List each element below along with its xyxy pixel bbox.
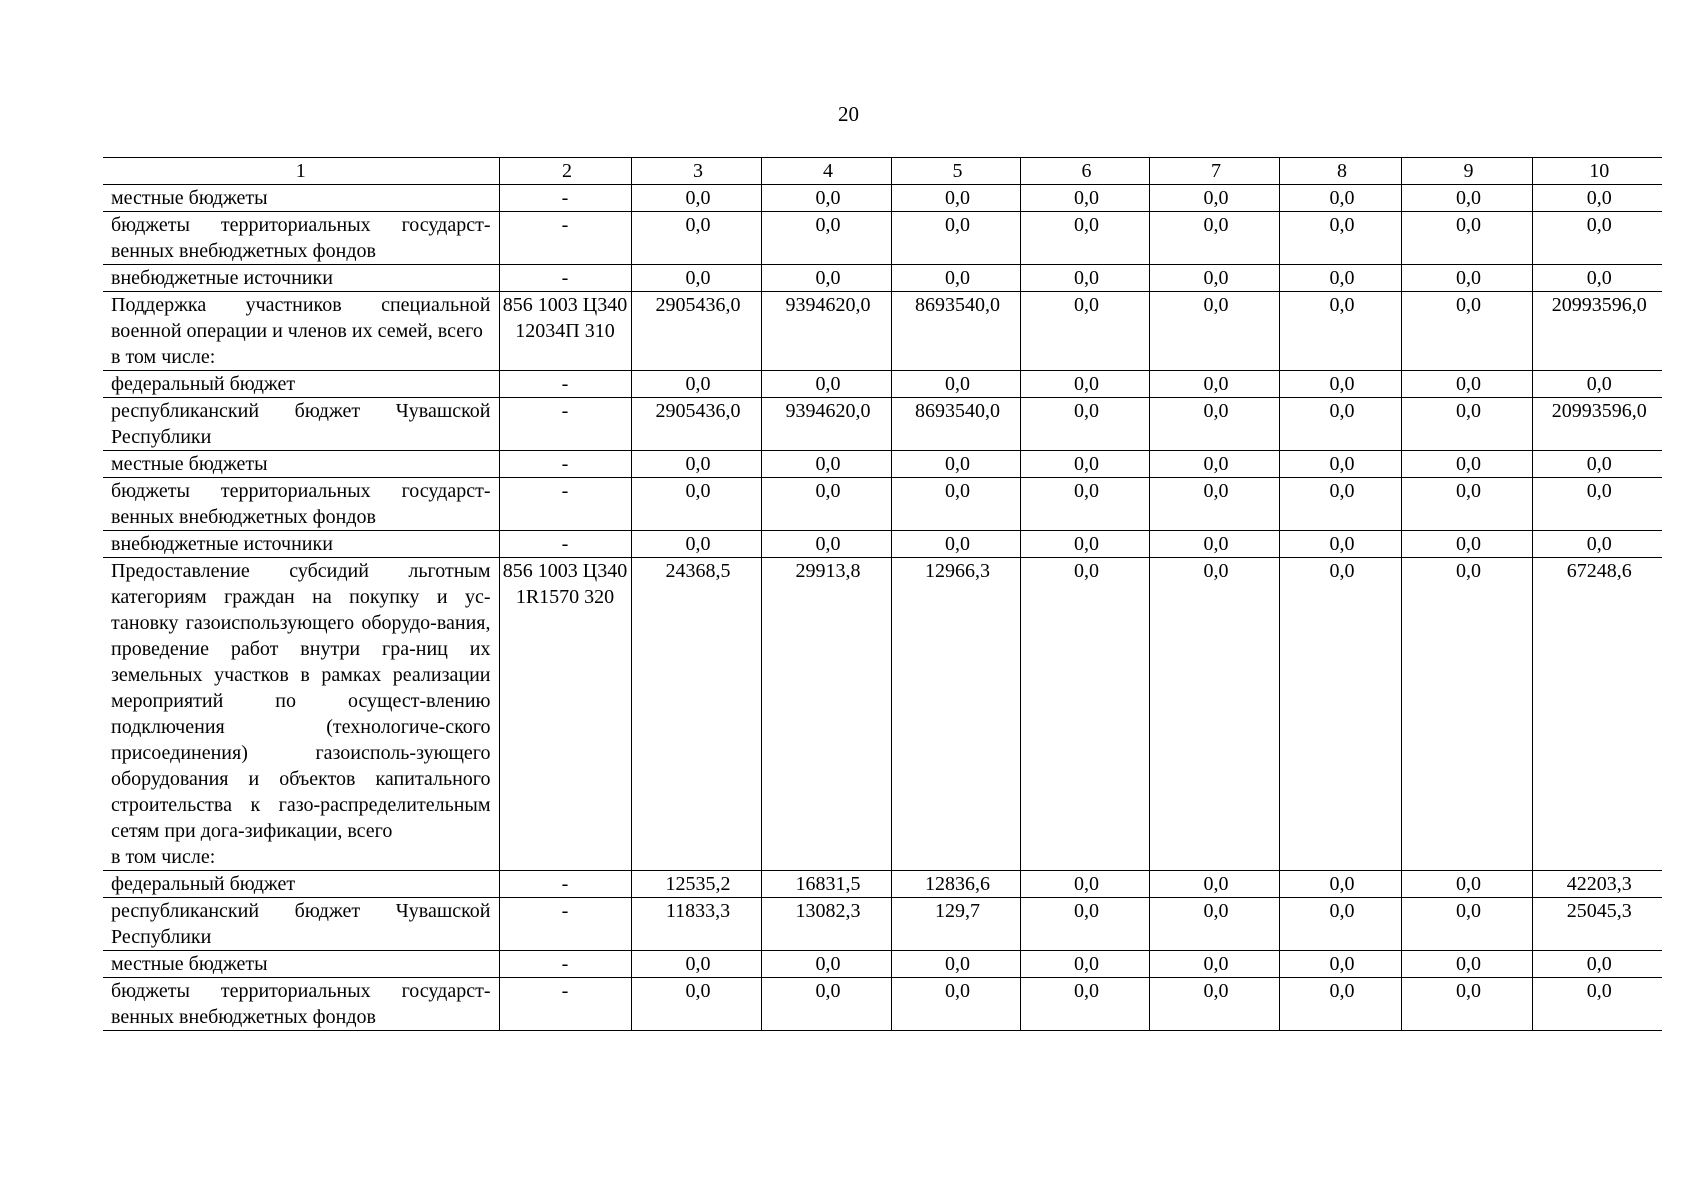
value-cell: 0,0 [761,951,891,978]
row-name-cell: бюджеты территориальных государст-венных внебюджетных фондов [103,978,499,1031]
value-cell: 12836,6 [891,871,1020,898]
table-row [103,292,1662,371]
value-cell: 0,0 [1279,951,1401,978]
table-row [103,531,1662,558]
value-cell: 0,0 [1279,265,1401,292]
value-cell: 0,0 [1149,951,1279,978]
value-cell: 0,0 [1149,558,1279,871]
value-cell: 2905436,0 [631,398,761,451]
value-cell: 0,0 [891,185,1020,212]
budget-table [103,157,1662,1031]
value-cell: 16831,5 [761,871,891,898]
value-cell: 0,0 [1279,185,1401,212]
value-cell: 9394620,0 [761,292,891,371]
table-row [103,371,1662,398]
value-cell: 0,0 [1532,212,1662,265]
value-cell: 29913,8 [761,558,891,871]
value-cell: 67248,6 [1532,558,1662,871]
value-cell: 0,0 [1020,371,1149,398]
row-name-cell: местные бюджеты [103,185,499,212]
value-cell: 0,0 [1149,871,1279,898]
value-cell: 0,0 [1020,185,1149,212]
row-name-cell: федеральный бюджет [103,371,499,398]
row-code-cell: - [499,978,631,1031]
value-cell: 0,0 [1532,451,1662,478]
table-row [103,185,1662,212]
value-cell: 0,0 [1401,371,1532,398]
row-name-cell: Предоставление субсидий льготным категориям граждан на покупку и ус-тановку газоиспользующего оборудо-вания, проведение работ внутри гра-ниц их земельных участков в рамках реализации мероприятий по осущест-влению подключения (технологиче-ского присоединения) газоисполь-зующего оборудования и объектов капитального строительства к газо-распределительным сетям при дога-зификации, всего в том числе: [103,558,499,871]
value-cell: 0,0 [1020,212,1149,265]
value-cell: 0,0 [631,371,761,398]
value-cell: 0,0 [891,212,1020,265]
value-cell: 0,0 [1532,478,1662,531]
column-header: 9 [1401,158,1532,185]
value-cell: 0,0 [1401,212,1532,265]
row-code-cell: - [499,531,631,558]
table-row [103,871,1662,898]
row-code-cell: - [499,478,631,531]
value-cell: 2905436,0 [631,292,761,371]
row-name-cell: республиканский бюджет Чувашской Республики [103,898,499,951]
column-header: 1 [103,158,499,185]
page-number: 20 [838,102,859,126]
value-cell: 0,0 [761,265,891,292]
value-cell: 0,0 [631,451,761,478]
value-cell: 12535,2 [631,871,761,898]
column-header: 10 [1532,158,1662,185]
value-cell: 129,7 [891,898,1020,951]
row-code-cell: 856 1003 Ц34012034П 310 [499,292,631,371]
value-cell: 0,0 [1020,951,1149,978]
value-cell: 20993596,0 [1532,292,1662,371]
value-cell: 0,0 [631,531,761,558]
value-cell: 8693540,0 [891,398,1020,451]
value-cell: 0,0 [1020,292,1149,371]
table-row [103,951,1662,978]
row-code-cell: - [499,951,631,978]
value-cell: 0,0 [761,478,891,531]
row-code-cell: - [499,212,631,265]
value-cell: 0,0 [1149,531,1279,558]
row-name-cell: местные бюджеты [103,951,499,978]
value-cell: 0,0 [1401,978,1532,1031]
value-cell: 0,0 [1279,978,1401,1031]
value-cell: 0,0 [891,531,1020,558]
value-cell: 0,0 [1532,265,1662,292]
value-cell: 0,0 [1401,265,1532,292]
value-cell: 0,0 [1149,371,1279,398]
value-cell: 0,0 [1401,451,1532,478]
value-cell: 0,0 [1149,292,1279,371]
value-cell: 0,0 [1149,212,1279,265]
value-cell: 0,0 [1532,978,1662,1031]
value-cell: 0,0 [1149,451,1279,478]
table-row [103,898,1662,951]
value-cell: 0,0 [761,451,891,478]
value-cell: 0,0 [1279,398,1401,451]
value-cell: 0,0 [631,951,761,978]
value-cell: 0,0 [631,185,761,212]
table-header-row [103,158,1662,185]
value-cell: 0,0 [1020,558,1149,871]
value-cell: 20993596,0 [1532,398,1662,451]
value-cell: 0,0 [1020,898,1149,951]
value-cell: 0,0 [761,531,891,558]
value-cell: 0,0 [1279,558,1401,871]
value-cell: 0,0 [891,951,1020,978]
column-header: 7 [1149,158,1279,185]
column-header: 2 [499,158,631,185]
value-cell: 0,0 [761,185,891,212]
value-cell: 0,0 [761,212,891,265]
value-cell: 0,0 [761,978,891,1031]
value-cell: 0,0 [1532,951,1662,978]
value-cell: 0,0 [1279,292,1401,371]
value-cell: 0,0 [1279,871,1401,898]
value-cell: 0,0 [1020,531,1149,558]
value-cell: 13082,3 [761,898,891,951]
table-row [103,398,1662,451]
value-cell: 0,0 [631,478,761,531]
row-name-cell: бюджеты территориальных государст-венных внебюджетных фондов [103,212,499,265]
value-cell: 0,0 [1279,451,1401,478]
value-cell: 0,0 [1149,265,1279,292]
value-cell: 0,0 [631,212,761,265]
column-header: 6 [1020,158,1149,185]
value-cell: 0,0 [1020,398,1149,451]
row-code-cell: - [499,451,631,478]
row-name-cell: республиканский бюджет Чувашской Республики [103,398,499,451]
value-cell: 0,0 [1279,478,1401,531]
value-cell: 0,0 [1279,212,1401,265]
value-cell: 0,0 [891,265,1020,292]
row-code-cell: - [499,185,631,212]
value-cell: 42203,3 [1532,871,1662,898]
value-cell: 0,0 [1401,558,1532,871]
column-header: 8 [1279,158,1401,185]
value-cell: 0,0 [891,371,1020,398]
value-cell: 0,0 [1532,531,1662,558]
value-cell: 0,0 [1401,292,1532,371]
value-cell: 0,0 [1401,531,1532,558]
value-cell: 0,0 [1020,978,1149,1031]
value-cell: 0,0 [631,978,761,1031]
value-cell: 0,0 [1401,871,1532,898]
value-cell: 12966,3 [891,558,1020,871]
value-cell: 24368,5 [631,558,761,871]
row-code-cell: - [499,898,631,951]
table-row [103,558,1662,871]
row-name-cell: федеральный бюджет [103,871,499,898]
row-code-cell: 856 1003 Ц3401R1570 320 [499,558,631,871]
row-code-cell: - [499,398,631,451]
value-cell: 0,0 [1401,951,1532,978]
value-cell: 0,0 [1020,871,1149,898]
row-name-cell: внебюджетные источники [103,531,499,558]
value-cell: 0,0 [1149,398,1279,451]
value-cell: 0,0 [891,451,1020,478]
value-cell: 0,0 [1020,265,1149,292]
value-cell: 25045,3 [1532,898,1662,951]
value-cell: 0,0 [1401,398,1532,451]
column-header: 5 [891,158,1020,185]
value-cell: 11833,3 [631,898,761,951]
row-name-cell: местные бюджеты [103,451,499,478]
value-cell: 0,0 [1149,185,1279,212]
value-cell: 0,0 [1532,185,1662,212]
value-cell: 0,0 [1532,371,1662,398]
value-cell: 8693540,0 [891,292,1020,371]
value-cell: 0,0 [1401,478,1532,531]
value-cell: 0,0 [1149,978,1279,1031]
row-code-cell: - [499,871,631,898]
table-row [103,265,1662,292]
row-name-cell: бюджеты территориальных государст-венных внебюджетных фондов [103,478,499,531]
value-cell: 0,0 [1020,478,1149,531]
column-header: 4 [761,158,891,185]
column-header: 3 [631,158,761,185]
value-cell: 0,0 [1401,898,1532,951]
value-cell: 0,0 [891,978,1020,1031]
value-cell: 0,0 [1149,898,1279,951]
table-row [103,978,1662,1031]
row-code-cell: - [499,265,631,292]
table-row [103,451,1662,478]
value-cell: 0,0 [761,371,891,398]
table-row [103,212,1662,265]
row-name-cell: Поддержка участников специальной военной операции и членов их семей, всего в том числе: [103,292,499,371]
value-cell: 9394620,0 [761,398,891,451]
value-cell: 0,0 [1279,371,1401,398]
value-cell: 0,0 [1279,898,1401,951]
value-cell: 0,0 [631,265,761,292]
value-cell: 0,0 [1401,185,1532,212]
row-code-cell: - [499,371,631,398]
value-cell: 0,0 [891,478,1020,531]
value-cell: 0,0 [1279,531,1401,558]
row-name-cell: внебюджетные источники [103,265,499,292]
value-cell: 0,0 [1020,451,1149,478]
value-cell: 0,0 [1149,478,1279,531]
table-row [103,478,1662,531]
